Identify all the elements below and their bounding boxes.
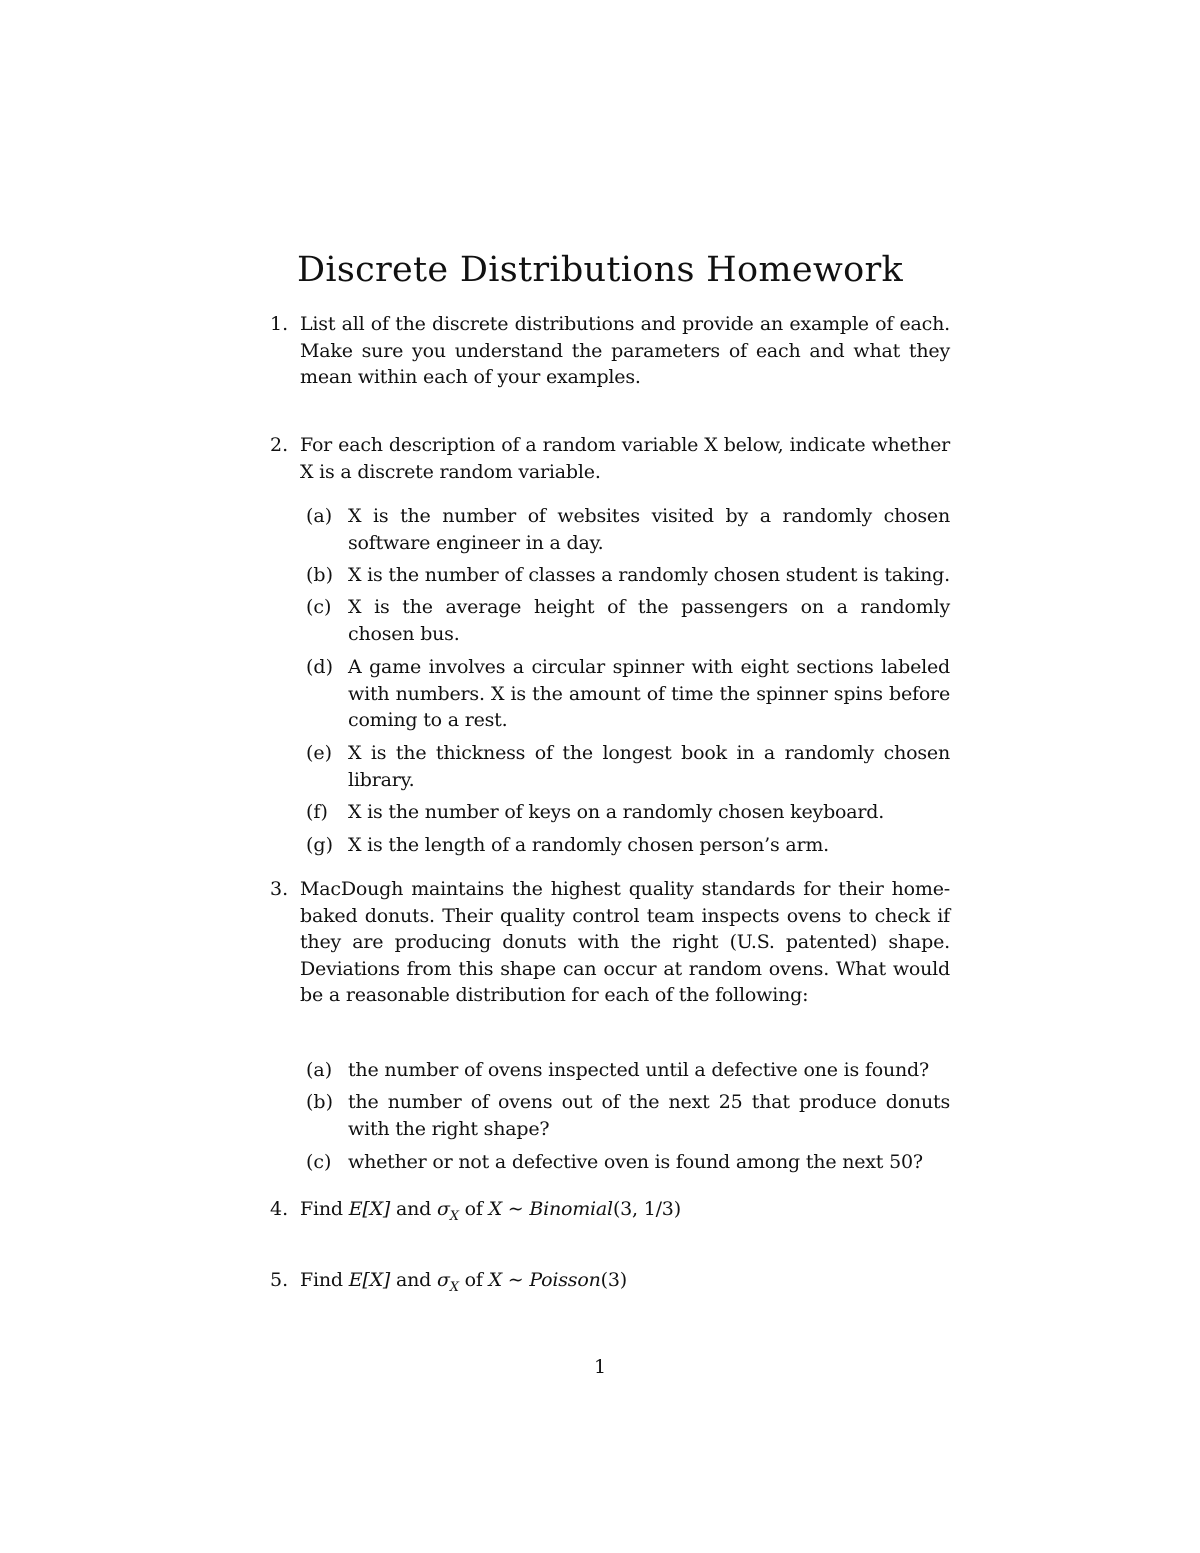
question-2e-text: X is the thickness of the longest book in a randomly chosen library. <box>348 742 950 791</box>
and-word: and <box>395 1198 432 1220</box>
question-3-text: MacDough maintains the highest quality standards for their home-baked donuts. Their quality control team inspects ovens to check if they are producing donuts with the right (U.S. patented) shape. Deviations from this shape can occur at random ovens. What would be a reasonable distribution for each of the following: <box>300 878 950 1006</box>
distribution-params: (3, 1/3) <box>612 1198 681 1220</box>
question-2f-text: X is the number of keys on a randomly chosen keyboard. <box>348 801 885 823</box>
question-3c-text: whether or not a defective oven is found among the next 50? <box>348 1151 923 1173</box>
question-2-number: 2. <box>270 434 289 456</box>
question-2e-label: (e) <box>306 742 333 764</box>
question-3-number: 3. <box>270 878 289 900</box>
question-2a-text: X is the number of websites visited by a randomly chosen software engineer in a day. <box>348 505 950 554</box>
question-4-number: 4. <box>270 1198 289 1220</box>
question-5-text <box>300 1267 950 1301</box>
question-3a-text: the number of ovens inspected until a defective one is found? <box>348 1059 929 1081</box>
find-word: Find <box>300 1269 343 1291</box>
sigma-subscript: X <box>449 1279 459 1295</box>
distribution-name: Poisson <box>529 1269 601 1291</box>
question-2d-text: A game involves a circular spinner with eight sections labeled with numbers. X is the amount of time the spinner spins before coming to a rest. <box>348 656 950 731</box>
sigma-symbol: σ <box>436 1198 450 1220</box>
page-number: 1 <box>593 1356 607 1378</box>
distribution-params: (3) <box>600 1269 627 1291</box>
question-3a-label: (a) <box>306 1059 333 1081</box>
expectation-expression: E[X] <box>348 1269 391 1291</box>
question-2d-label: (d) <box>306 656 333 678</box>
expectation-expression: E[X] <box>348 1198 391 1220</box>
question-3b-label: (b) <box>306 1091 333 1113</box>
question-2-text: For each description of a random variable X below, indicate whether X is a discrete random variable. <box>300 434 950 483</box>
question-3c-label: (c) <box>306 1151 332 1173</box>
tilde-symbol: ∼ <box>507 1198 524 1220</box>
question-2g-text: X is the length of a randomly chosen person’s arm. <box>348 834 830 856</box>
question-2b-text: X is the number of classes a randomly chosen student is taking. <box>348 564 950 586</box>
question-2g-label: (g) <box>306 834 333 856</box>
distribution-name: Binomial <box>529 1198 613 1220</box>
question-2a-label: (a) <box>306 505 333 527</box>
of-word: of <box>464 1269 483 1291</box>
question-2b-label: (b) <box>306 564 333 586</box>
tilde-symbol: ∼ <box>507 1269 524 1291</box>
question-1-number: 1. <box>270 313 289 335</box>
random-variable: X <box>488 1269 502 1291</box>
find-word: Find <box>300 1198 343 1220</box>
question-5-number: 5. <box>270 1269 289 1291</box>
question-2f-label: (f) <box>306 801 328 823</box>
of-word: of <box>464 1198 483 1220</box>
question-1-text: List all of the discrete distributions and provide an example of each. Make sure you understand the parameters of each and what they mean within each of your examples. <box>300 313 950 388</box>
sigma-subscript: X <box>449 1208 459 1224</box>
question-2c-text: X is the average height of the passengers on a randomly chosen bus. <box>348 596 950 645</box>
question-4-text <box>300 1196 950 1230</box>
and-word: and <box>395 1269 432 1291</box>
document-title: Discrete Distributions Homework <box>296 250 904 290</box>
question-3b-text: the number of ovens out of the next 25 that produce donuts with the right shape? <box>348 1091 950 1140</box>
sigma-symbol: σ <box>436 1269 450 1291</box>
question-2c-label: (c) <box>306 596 332 618</box>
random-variable: X <box>488 1198 502 1220</box>
